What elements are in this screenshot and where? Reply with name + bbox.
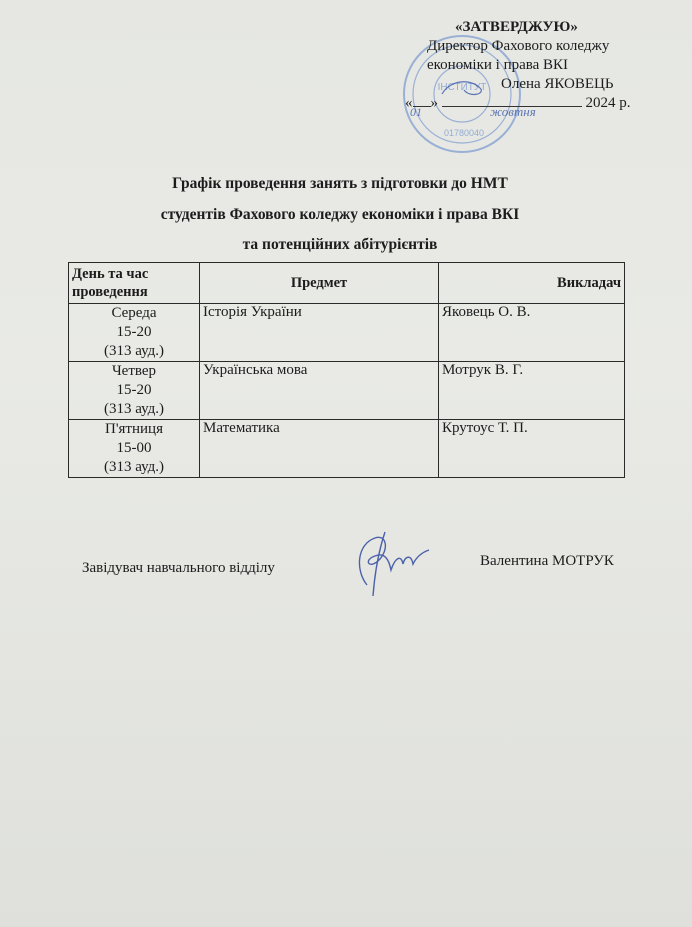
cell-subject: Історія України: [200, 304, 439, 362]
table-row: [69, 362, 625, 420]
header-day-time: [69, 263, 200, 304]
title-line-2: студентів Фахового коледжу економіки і права ВКІ: [160, 206, 520, 223]
footer-position: Завідувач навчального відділу: [82, 560, 275, 576]
cell-day-time: [69, 420, 200, 478]
cell-subject: Українська мова: [200, 362, 439, 420]
room: (313 ауд.): [103, 343, 165, 359]
handwritten-day: 01: [410, 105, 422, 119]
day-name: Четвер: [111, 363, 157, 379]
table-header-row: [69, 263, 625, 304]
quote-open: «: [405, 95, 413, 111]
header-subject: Предмет: [200, 263, 439, 304]
approval-year: 2024 р.: [585, 95, 631, 111]
approval-handwriting: [410, 76, 560, 126]
time: 15-20: [116, 382, 152, 398]
approval-signer: Олена ЯКОВЕЦЬ: [501, 76, 614, 92]
footer-name: Валентина МОТРУК: [480, 553, 614, 569]
day-name: П'ятниця: [105, 421, 163, 437]
time: 15-20: [116, 324, 152, 340]
cell-day-time: [69, 362, 200, 420]
header-day-time-line2: проведення: [72, 284, 148, 300]
table-row: [69, 304, 625, 362]
title-line-3: та потенційних абітурієнтів: [242, 236, 438, 253]
approval-heading: «ЗАТВЕРДЖУЮ»: [455, 19, 578, 35]
title-line-1: Графік проведення занять з підготовки до НМТ: [172, 175, 508, 192]
time: 15-00: [116, 440, 152, 456]
cell-teacher: Мотрук В. Г.: [439, 362, 625, 420]
approval-director-title: Директор Фахового коледжу: [427, 38, 610, 54]
quote-close: »: [430, 95, 438, 111]
handwritten-signature: [345, 530, 440, 600]
stamp-inner-text: ІНСТИТУТ: [437, 82, 487, 93]
table-row: [69, 420, 625, 478]
cell-day-time: [69, 304, 200, 362]
stamp-number: 01780040: [443, 128, 485, 138]
day-name: Середа: [111, 305, 157, 321]
approval-college: економіки і права ВКІ: [427, 57, 569, 73]
cell-subject: Математика: [200, 420, 439, 478]
cell-teacher: Яковець О. В.: [439, 304, 625, 362]
handwritten-month: жовтня: [490, 104, 536, 119]
header-teacher: Викладач: [439, 263, 625, 304]
room: (313 ауд.): [103, 459, 165, 475]
schedule-table: [68, 262, 625, 478]
cell-teacher: Крутоус Т. П.: [439, 420, 625, 478]
header-day-time-line1: День та час: [72, 266, 149, 282]
room: (313 ауд.): [103, 401, 165, 417]
